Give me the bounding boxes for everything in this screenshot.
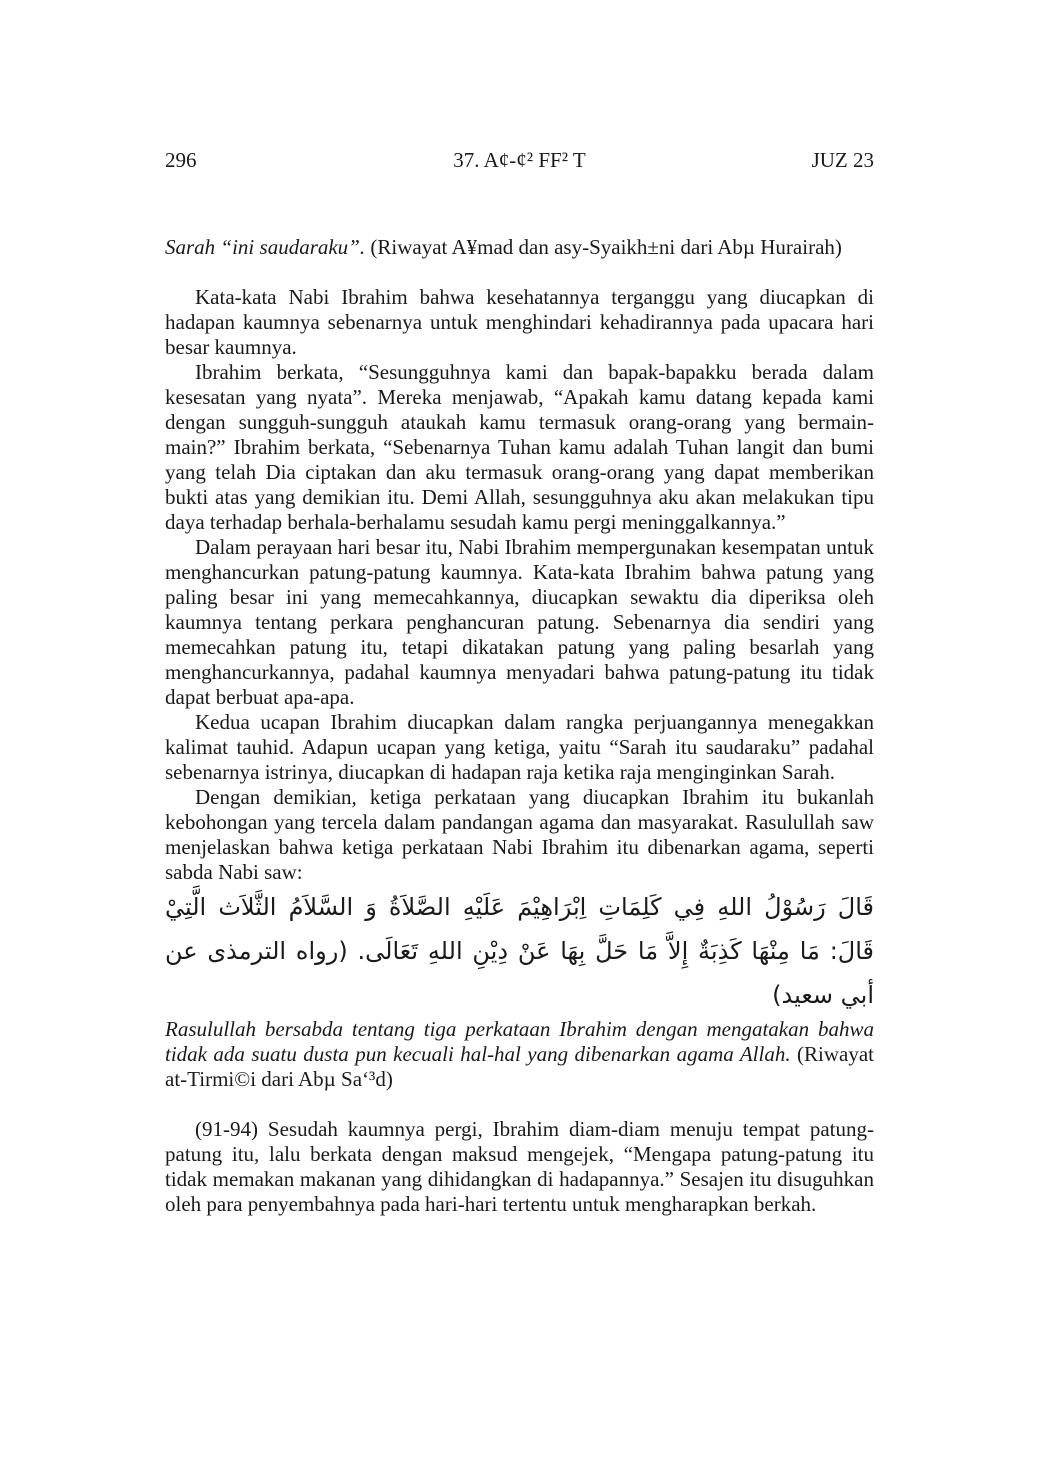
paragraph-4: Kedua ucapan Ibrahim diucapkan dalam rangka perjuangannya menegakkan kalimat tauhid. Adapun ucapan yang ketiga, yaitu “Sarah itu saudaraku” padahal sebenarnya istrinya, diucapkan di hadapan raja ketika raja menginginkan Sarah. bbox=[165, 710, 874, 784]
translation-citation: (Riwayat at-Tirmi©i dari Abµ Sa‘³d) bbox=[165, 1042, 874, 1091]
hadith-citation-paragraph bbox=[165, 235, 874, 260]
quote-italic: Sarah “ini saudaraku”. bbox=[165, 235, 366, 259]
running-header bbox=[165, 146, 874, 174]
paragraph-2: Ibrahim berkata, “Sesungguhnya kami dan bapak-bapakku berada dalam kesesatan yang nyata”. Mereka menjawab, “Apakah kamu datang kepada kami dengan sungguh-sungguh ataukah kamu termasuk orang-orang yang bermain-main?” Ibrahim berkata, “Sebenarnya Tuhan kamu adalah Tuhan langit dan bumi yang telah Dia ciptakan dan aku termasuk orang-orang yang dapat memberikan bukti atas yang demikian itu. Demi Allah, sesungguhnya aku akan melakukan tipu daya terhadap berhala-berhalamu sesudah kamu pergi meninggalkannya.” bbox=[165, 360, 874, 534]
translation-italic: Rasulullah bersabda tentang tiga perkataan Ibrahim dengan mengatakan bahwa tidak ada suatu dusta pun kecuali hal-hal yang dibenarkan agama Allah. bbox=[165, 1017, 874, 1066]
chapter-title: 37. A¢-¢² FF² T bbox=[453, 148, 586, 172]
hadith-translation bbox=[165, 1017, 874, 1092]
page-number: 296 bbox=[165, 148, 197, 172]
juz-label: JUZ 23 bbox=[811, 148, 874, 172]
paragraph-1: Kata-kata Nabi Ibrahim bahwa kesehatannya terganggu yang diucapkan di hadapan kaumnya sebenarnya untuk menghindari kehadirannya pada upacara hari besar kaumnya. bbox=[165, 285, 874, 359]
citation-text: (Riwayat A¥mad dan asy-Syaikh±ni dari Abµ Hurairah) bbox=[365, 235, 842, 259]
paragraph-3: Dalam perayaan hari besar itu, Nabi Ibrahim mempergunakan kesempatan untuk menghancurkan patung-patung kaumnya. Kata-kata Ibrahim bahwa patung yang paling besar ini yang memecahkannya, diucapkan sewaktu dia diperiksa oleh kaumnya tentang perkara penghancuran patung. Sebenarnya dia sendiri yang memecahkan patung itu, tetapi dikatakan patung yang paling besarlah yang menghancurkannya, padahal kaumnya menyadari bahwa patung-patung itu tidak dapat berbuat apa-apa. bbox=[165, 535, 874, 709]
body-text bbox=[165, 235, 874, 1217]
arabic-hadith: قَالَ رَسُوْلُ اللهِ فِي كَلِمَاتِ اِبْرَاهِيْمَ عَلَيْهِ الصَّلاَةُ وَ السَّلاَمُ الثَّلاَث الَّتِيْ قَالَ: مَا مِنْهَا كَذِبَةٌ إِلاَّ مَا حَلَّ بِهَا عَنْ دِيْنِ اللهِ تَعَالَى. (رواه الترمذى عن أبي سعيد) bbox=[165, 893, 874, 1009]
paragraph-6: (91-94) Sesudah kaumnya pergi, Ibrahim diam-diam menuju tempat patung-patung itu, lalu berkata dengan maksud mengejek, “Mengapa patung-patung itu tidak memakan makanan yang dihidangkan di hadapannya.” Sesajen itu disuguhkan oleh para penyembahnya pada hari-hari tertentu untuk mengharapkan berkah. bbox=[165, 1117, 874, 1216]
paragraph-5: Dengan demikian, ketiga perkataan yang diucapkan Ibrahim itu bukanlah kebohongan yang tercela dalam pandangan agama dan masyarakat. Rasulullah saw menjelaskan bahwa ketiga perkataan Nabi Ibrahim itu dibenarkan agama, seperti sabda Nabi saw: bbox=[165, 785, 874, 884]
